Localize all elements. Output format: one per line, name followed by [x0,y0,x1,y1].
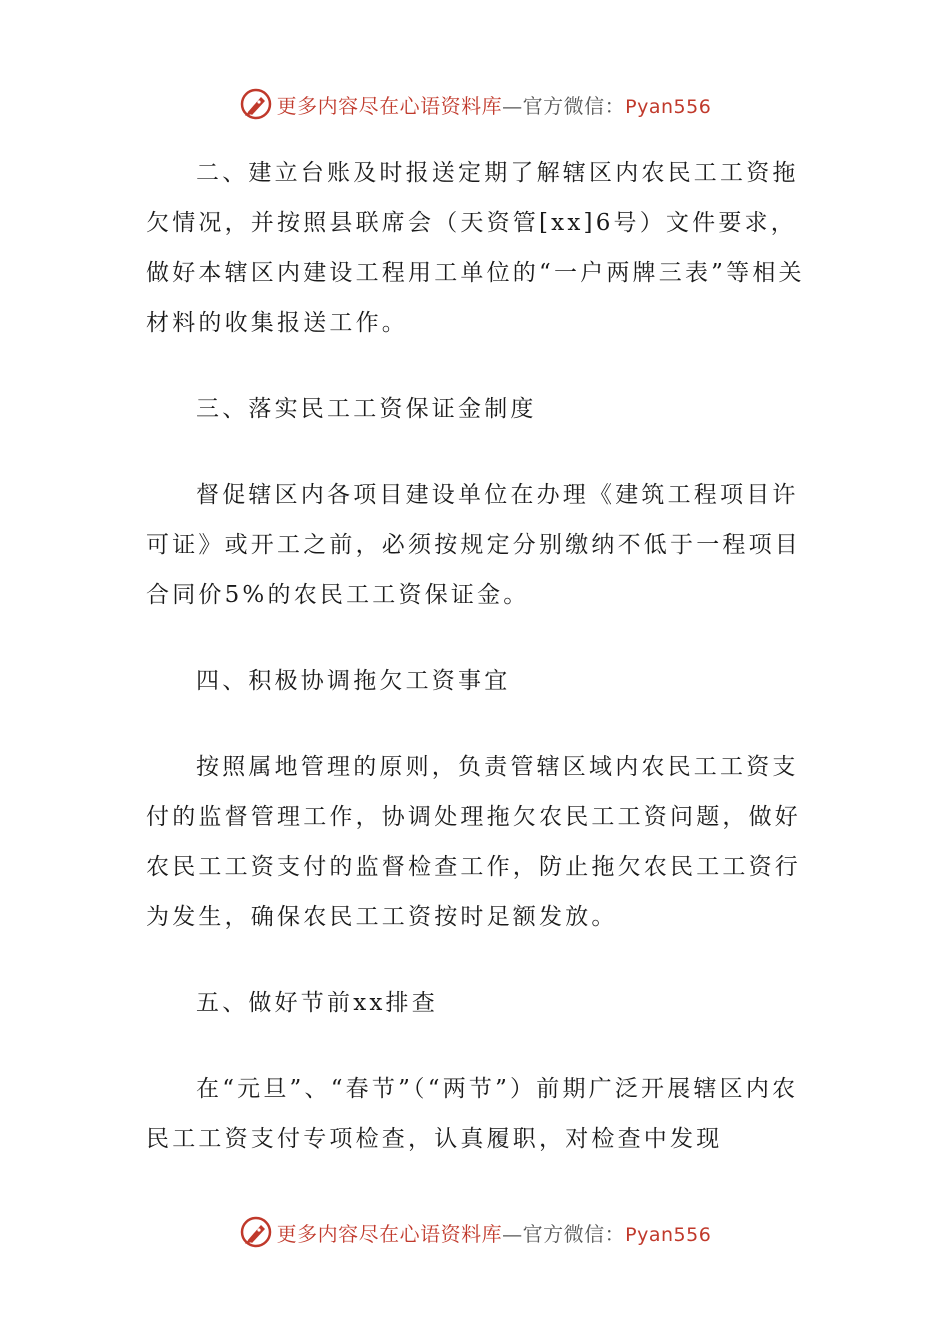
banner-text [277,1218,712,1247]
heading-holiday-check: 五、做好节前xx排查 [196,990,438,1016]
paragraph-deposit: 督促辖区内各项目建设单位在办理《建筑工程项目许可证》或开工之前，必须按规定分别缴纳不低于一程项目合同价5%的农民工工资保证金。 [146,482,801,608]
heading-deposit-system: 三、落实民工工资保证金制度 [196,396,537,422]
banner-wechat-id: Pyan556 [625,1223,712,1246]
pen-nib-logo-icon [239,1215,273,1249]
banner-wechat-id: Pyan556 [625,95,712,118]
banner-wechat-label: 官方微信： [522,93,626,118]
header-banner [0,84,950,124]
pen-nib-logo-icon [239,87,273,121]
footer-banner [0,1212,950,1252]
paragraph-holiday: 在“元旦”、“春节”（“两节”）前期广泛开展辖区内农民工工资支付专项检查，认真履职，对检查中发现 [146,1076,799,1152]
banner-dash: — [502,93,523,118]
banner-brand-text: 更多内容尽在心语资料库 [276,93,503,118]
banner-dash: — [502,1221,523,1246]
banner-wechat-label: 官方微信： [522,1221,626,1246]
paragraph-ledger: 二、建立台账及时报送定期了解辖区内农民工工资拖欠情况，并按照县联席会（天资管[xx]6号）文件要求，做好本辖区内建设工程用工单位的“一户两牌三表”等相关材料的收集报送工作。 [146,160,805,336]
banner-text [277,90,712,119]
paragraph-coordinate: 按照属地管理的原则，负责管辖区域内农民工工资支付的监督管理工作，协调处理拖欠农民工工资问题，做好农民工工资支付的监督检查工作，防止拖欠农民工工资行为发生，确保农民工工资按时足额发放。 [146,754,801,930]
heading-coordinate-arrears: 四、积极协调拖欠工资事宜 [196,668,511,694]
banner-brand-text: 更多内容尽在心语资料库 [276,1221,503,1246]
document-body [146,148,806,1164]
